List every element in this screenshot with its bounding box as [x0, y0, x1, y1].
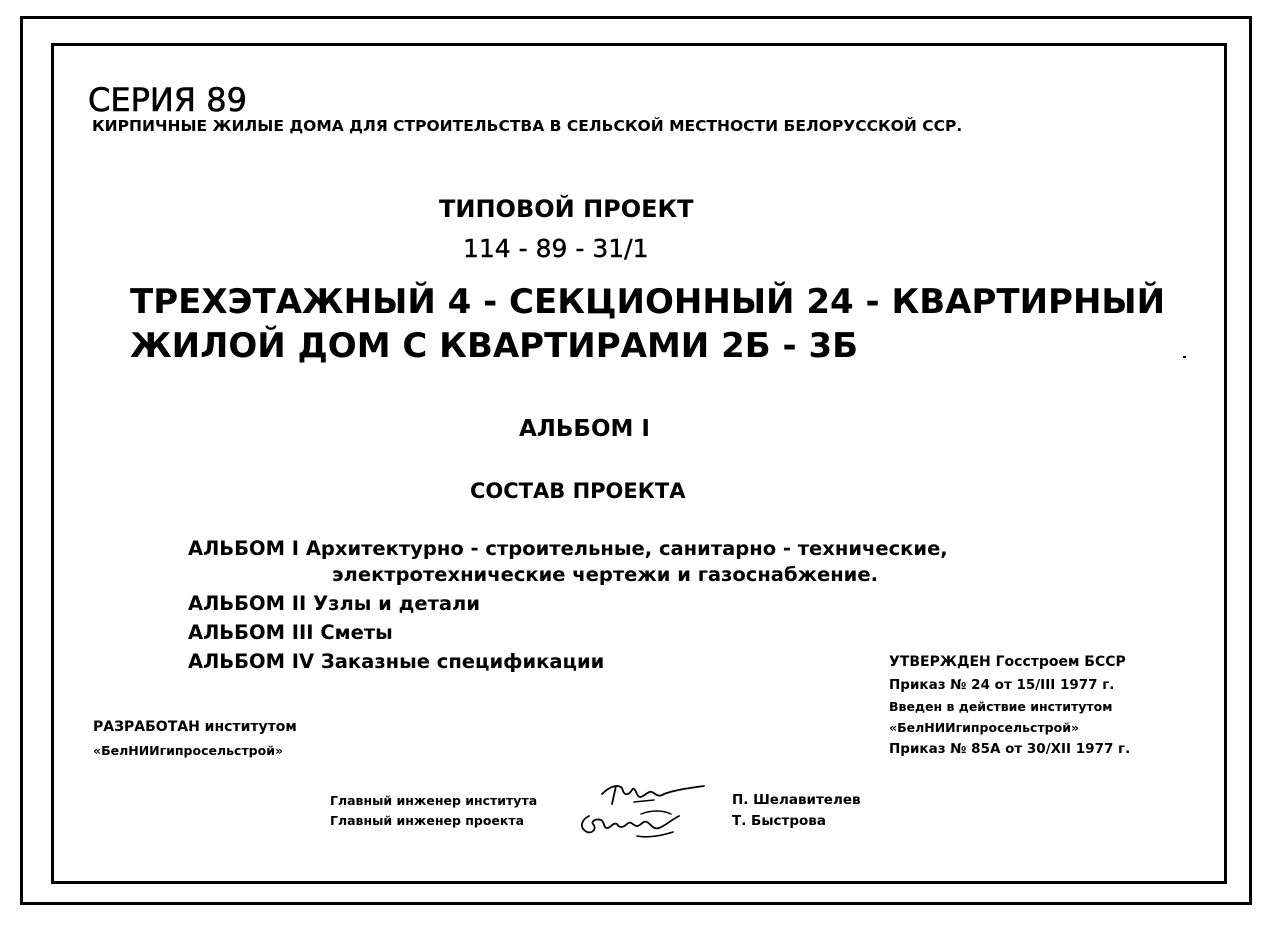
chief-engineer-project-name: Т. Быстрова	[732, 813, 826, 829]
scan-speck	[1183, 356, 1186, 358]
developer-line2: «БелНИИгипросельстрой»	[93, 743, 284, 758]
project-label: ТИПОВОЙ ПРОЕКТ	[439, 195, 694, 223]
series-title: СЕРИЯ 89	[88, 81, 247, 119]
approval-line3: Введен в действие институтом	[889, 699, 1113, 714]
album-3: АЛЬБОМ III Сметы	[188, 621, 393, 644]
album-2: АЛЬБОМ II Узлы и детали	[188, 592, 480, 615]
approval-line5: Приказ № 85А от 30/XII 1977 г.	[889, 741, 1131, 757]
album-4: АЛЬБОМ IV Заказные спецификации	[188, 650, 605, 673]
project-title-line1: ТРЕХЭТАЖНЫЙ 4 - СЕКЦИОННЫЙ 24 - КВАРТИРНЫЙ	[130, 282, 1166, 322]
signature-2	[575, 806, 685, 840]
album-label: АЛЬБОМ I	[519, 416, 650, 442]
project-title-line2: ЖИЛОЙ ДОМ С КВАРТИРАМИ 2Б - 3Б	[130, 326, 859, 366]
album-1-line2: электротехнические чертежи и газоснабжение.	[332, 563, 878, 586]
approval-line2: Приказ № 24 от 15/III 1977 г.	[889, 677, 1115, 693]
chief-engineer-project-role: Главный инженер проекта	[330, 813, 525, 828]
approval-line1: УТВЕРЖДЕН Госстроем БССР	[889, 654, 1126, 670]
signature-1	[598, 782, 708, 808]
series-subtitle: КИРПИЧНЫЕ ЖИЛЫЕ ДОМА ДЛЯ СТРОИТЕЛЬСТВА В СЕЛЬСКОЙ МЕСТНОСТИ БЕЛОРУССКОЙ ССР.	[92, 117, 963, 135]
chief-engineer-institute-name: П. Шелавителев	[732, 792, 861, 808]
chief-engineer-institute-role: Главный инженер института	[330, 793, 538, 808]
approval-line4: «БелНИИгипросельстрой»	[889, 720, 1080, 735]
composition-heading: СОСТАВ ПРОЕКТА	[470, 479, 686, 503]
developer-line1: РАЗРАБОТАН институтом	[93, 719, 297, 735]
album-1-line1: АЛЬБОМ I Архитектурно - строительные, санитарно - технические,	[188, 537, 948, 560]
project-number: 114 - 89 - 31/1	[463, 234, 649, 263]
